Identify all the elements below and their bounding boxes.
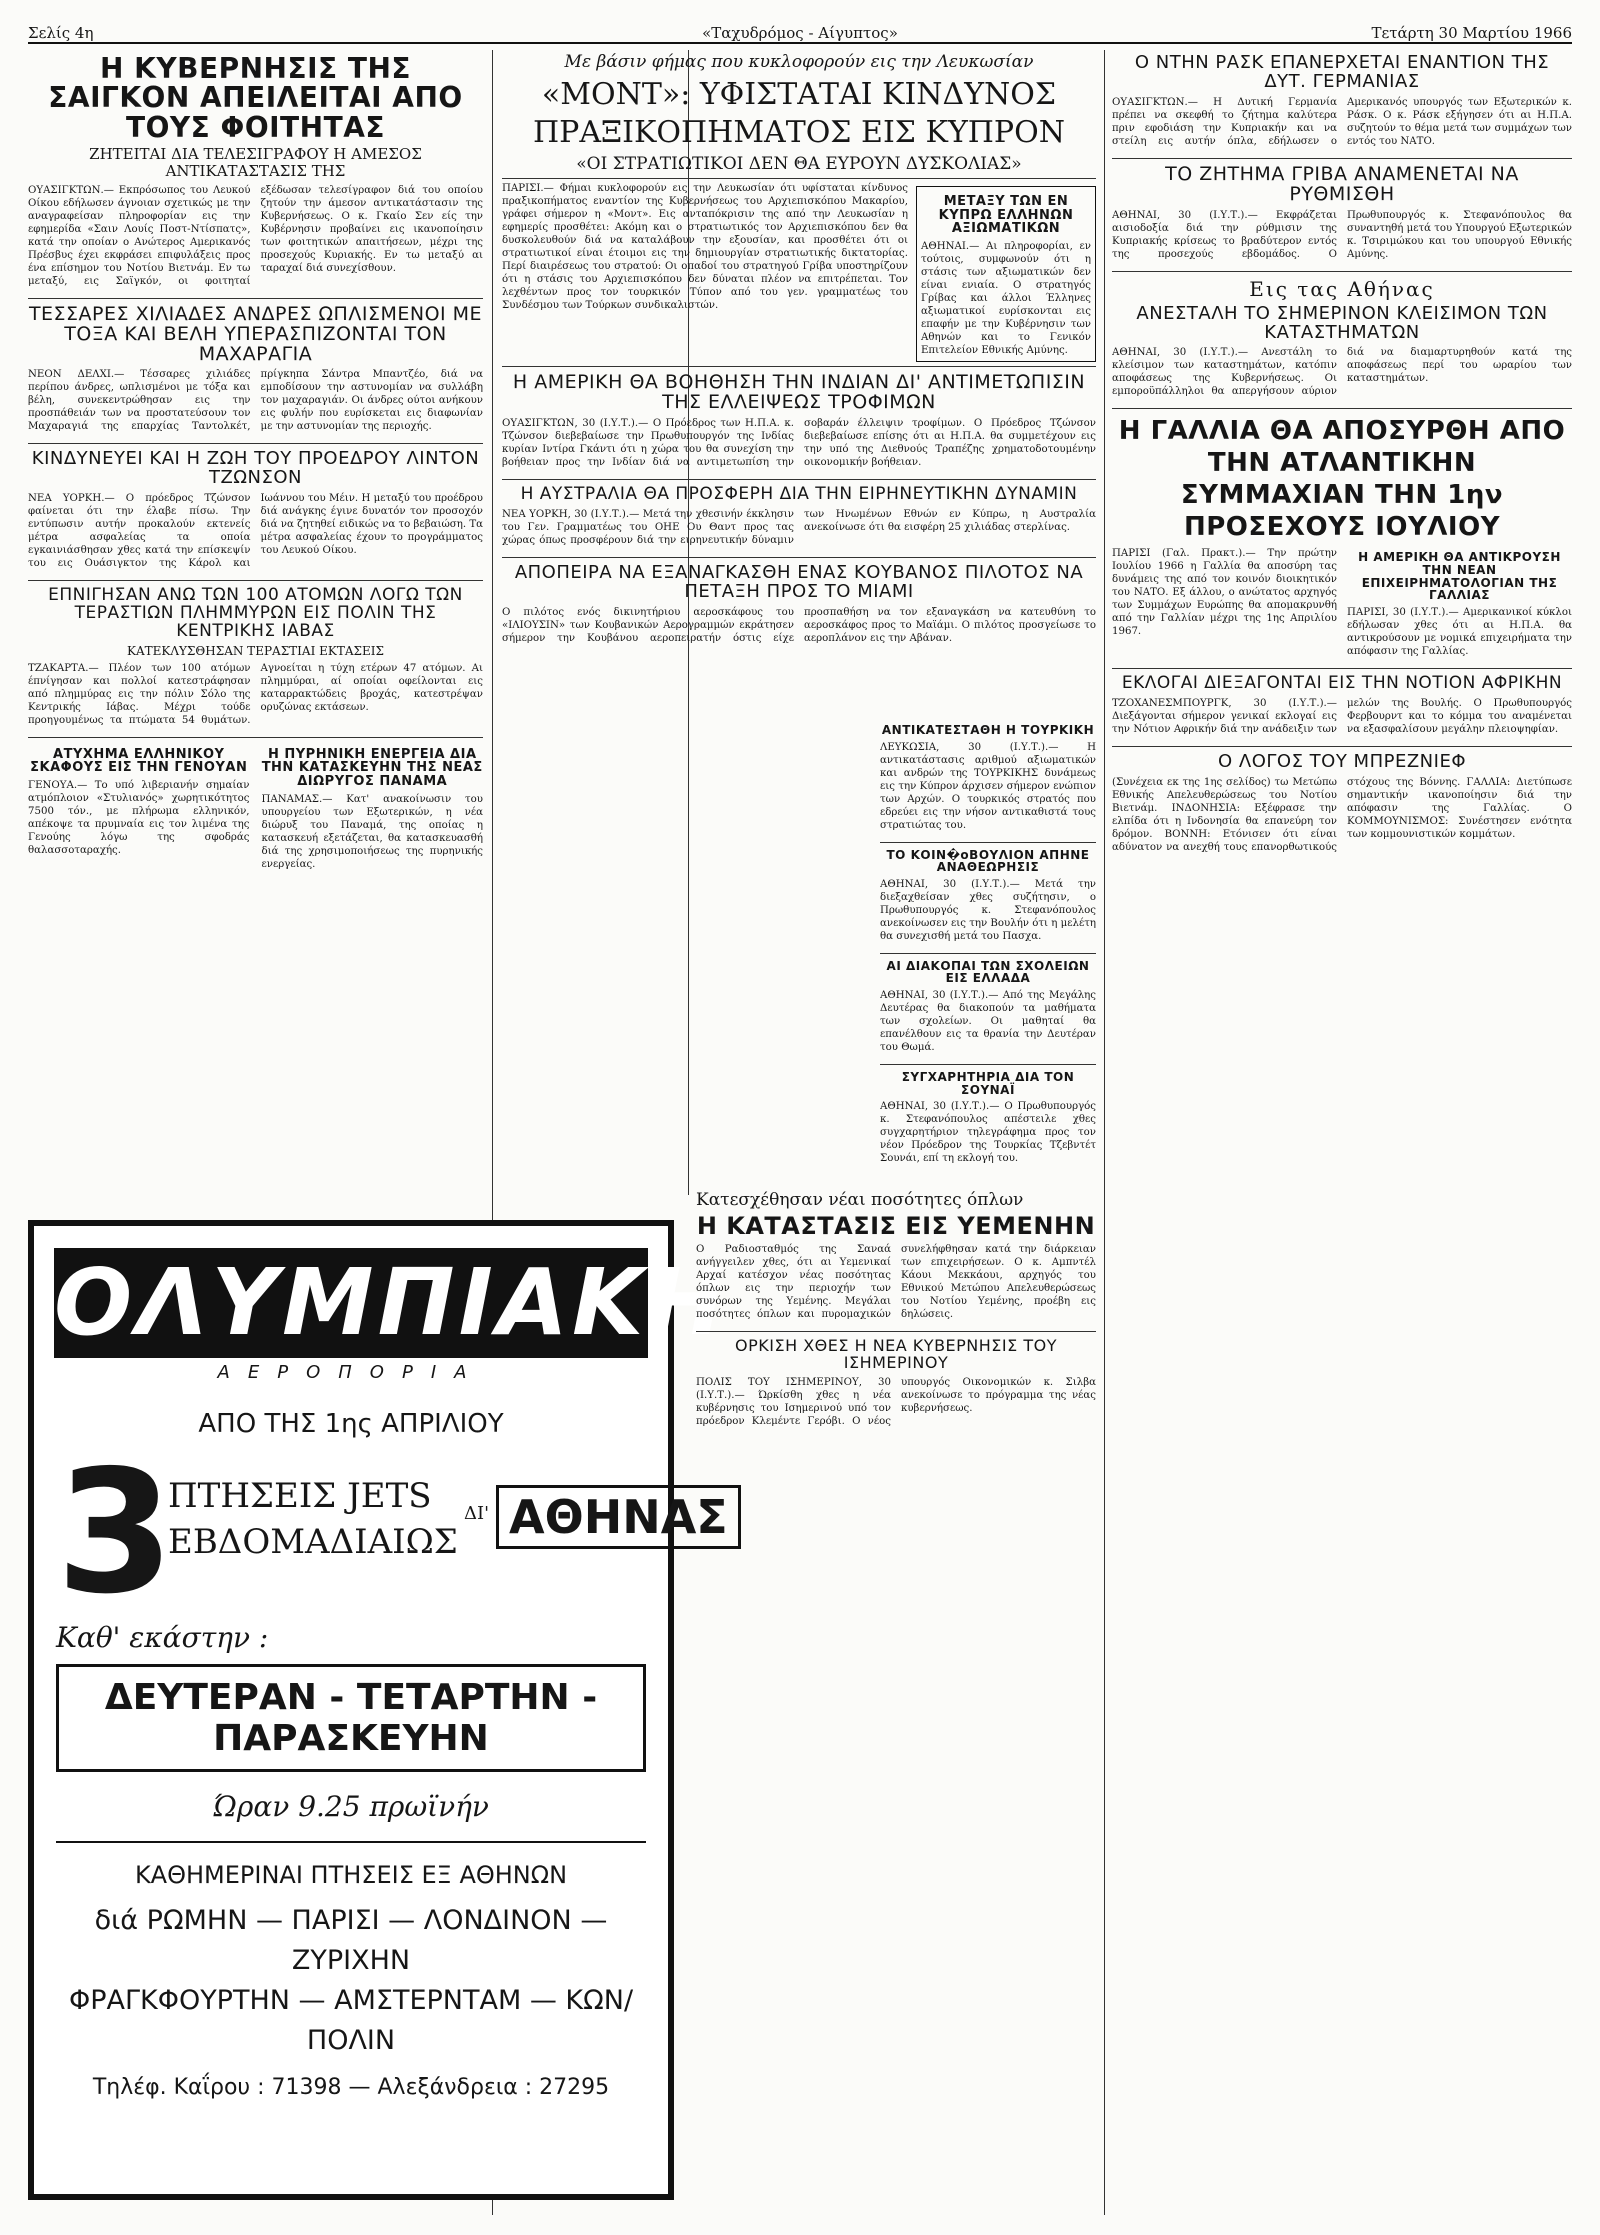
divider	[880, 1064, 1096, 1065]
box-body: ΑΘΗΝΑΙ.— Αι πληροφορίαι, εν τούτοις, συμφωνούν ότι η στάσις των αξιωματικών δεν είναι ενιαία. Ο στρατηγός Γρίβας και άλλοι Έλληνες αξιωματικοί ευρίσκονται εις επαφήν με την Κυβέρνησιν των Αθηνών και το Γενικόν Επιτελείον Εθνικής Αμύνης.	[921, 241, 1091, 357]
ad-divider	[56, 1841, 646, 1843]
small-articles-row	[28, 744, 483, 871]
headline: Η ΑΜΕΡΙΚΗ ΘΑ ΑΝΤΙΚΡΟΥΣΗ ΤΗΝ ΝΕΑΝ ΕΠΙΧΕΙΡΗΜΑΤΟΛΟΓΙΑΝ ΤΗΣ ΓΑΛΛΙΑΣ	[1358, 550, 1561, 603]
divider	[1112, 668, 1572, 669]
paper-title: «Ταχυδρόμος - Αίγυπτος»	[702, 24, 898, 42]
article-genoa	[28, 744, 250, 871]
sub-article-us-response	[1347, 547, 1572, 657]
ad-brand-logo: ΟΛΥΜΠΙΑΚΗ	[54, 1249, 729, 1356]
ad-number: 3	[56, 1434, 175, 1632]
divider	[502, 479, 1096, 480]
article-body: ΑΘΗΝΑΙ, 30 (Ι.Υ.Τ.).— Από της Μεγάλης Δευτέρας θα διακοπούν τα μαθήματα των σχολείων. Οι μαθηταί θα επανέλθουν εις τα θρανία την Δευτέραν του Θωμά.	[880, 989, 1096, 1053]
divider	[28, 298, 483, 299]
headline: ΤΟ ΚΟΙΝ�οΒΟΥΛΙΟΝ ΑΠΗΝΕ ΑΝΑΘΕΩΡΗΣΙΣ	[886, 847, 1090, 875]
subheadline: ΚΑΤΕΚΛΥΣΘΗΣΑΝ ΤΕΡΑΣΤΙΑΙ ΕΚΤΑΣΕΙΣ	[126, 643, 384, 658]
article-body: ΝΕΑ ΥΟΡΚΗ, 30 (Ι.Υ.Τ.).— Μετά την χθεσινήν έκκλησιν του Γεν. Γραμματέως του ΟΗΕ Ου Θαντ προς τας χώρας όπως προσφέρουν διά την ειρηνευτικήν δύναμιν των Ηνωμένων Εθνών εν Κύπρω, η Αυστραλία ανεκοίνωσε ότι θα εισφέρη 25 χιλιάδας στερλίνας.	[502, 508, 1096, 546]
kicker: Εις τας Αθήνας	[1249, 276, 1435, 301]
article-body: ΑΘΗΝΑΙ, 30 (Ι.Υ.Τ.).— Μετά την διεξαχθείσαν χθες συζήτησιν, ο Πρωθυπουργός κ. Στεφανόπουλος ανεκοίνωσεν εις την Βουλήν ότι η μελέτη θα συνεχισθή μετά του Πασχα.	[880, 878, 1096, 942]
article-body: ΟΥΑΣΙΓΚΤΩΝ.— Εκπρόσωπος του Λευκού Οίκου εδήλωσεν άγνοιαν σχετικώς με την αναγραφείσαν πληροφορίαν εις την εφημερίδα «Σαιν Λουίς Ποστ-Ντίσπατς», κατά την οποίαν ο Ανώτερος Αμερικανός Πρέσβυς έχει εκφράσει επιφυλάξεις προς ένα επίσημον του Νοτίου Βιετνάμ. Εν τω μεταξύ, εις Σαϊγκόν, οι φοιτηταί εξέδωσαν τελεσίγραφον διά του οποίου ζητούν την άμεσον αντικατάστασιν της Κυβερνήσεως. Ο κ. Γκαίο Σεν είς την Κυβέρνησιν προβαίνει εις ικανοποίησιν των φοιτητικών απαιτήσεων, μέχρι της προσεχούς Κυριακής. Εν τω μεταξύ αι ταραχαί διά συνεχίσθουν.	[28, 184, 483, 287]
column-center-lower	[696, 1190, 1096, 2215]
headline: ΑΝΕΣΤΑΛΗ ΤΟ ΣΗΜΕΡΙΝΟΝ ΚΛΕΙΣΙΜΟΝ ΤΩΝ ΚΑΤΑΣΤΗΜΑΤΩΝ	[1136, 302, 1548, 343]
headline: ΑΝΤΙΚΑΤΕΣΤΑΘΗ Η ΤΟΥΡΚΙΚΗ	[881, 723, 1095, 737]
article-body: ΓΕΝΟΥΑ.— Το υπό λιβεριανήν σημαίαν ατμόπλοιον «Στυλιανός» χωρητικότητος 7500 τόν., με πλήρωμα ελληνικόν, απέκοψε τα πρυμναία εις τον λιμένα της Γενούης λόγω της σφοδράς θαλασσοταραχής.	[28, 779, 250, 856]
headline: ΑΤΥΧΗΜΑ ΕΛΛΗΝΙΚΟΥ ΣΚΑΦΟΥΣ ΕΙΣ ΤΗΝ ΓΕΝΟΥΑΝ	[30, 746, 248, 776]
article-body: ΑΘΗΝΑΙ, 30 (Ι.Υ.Τ.).— Ανεστάλη το κλείσιμον των καταστημάτων, κατόπιν αποφάσεως της Κυβερνήσεως. Οι εμποροϋπάλληλοι θα απεργήσουν αύριον διά να διαμαρτυρηθούν κατά της αποφάσεως περί του ωραρίου των καταστημάτων.	[1112, 347, 1572, 398]
headline: ΚΙΝΔΥΝΕΥΕΙ ΚΑΙ Η ΖΩΗ ΤΟΥ ΠΡΟΕΔΡΟΥ ΛΙΝΤΟΝ ΤΖΩΝΣΟΝ	[31, 448, 480, 489]
article-body: ΝΕΑ ΥΟΡΚΗ.— Ο πρόεδρος Τζώνσον φαίνεται ότι την έλαβε πίσω. Την εντύπωσιν αυτήν προκαλούν εκτενείς μέτρα ασφαλείας τα οποία εγκαινιάσθησαν χθες κατά την επίσκεψίν του εις Ουάσιγκτον της Κάρολ και Ιωάννου του Μέιν. Η μεταξύ του προέδρου διά ανάγκης έγινε δυνατόν τον προσοχόν διά να ζητηθεί ειδικώς να το βεβαιώση. Τα μέτρα ασφαλείας έχουν το προγράμματος του Λευκού Οίκου.	[28, 493, 483, 570]
headline: Η ΚΥΒΕΡΝΗΣΙΣ ΤΗΣ ΣΑΙΓΚΟΝ ΑΠΕΙΛΕΙΤΑΙ ΑΠΟ ΤΟΥΣ ΦΟΙΤΗΤΑΣ	[48, 52, 463, 144]
lead-body: ΠΑΡΙΣΙ.— Φήμαι κυκλοφορούν εις την Λευκωσίαν ότι υφίσταται κίνδυνος πραξικοπήματος εναντίον της Κυβερνήσεως του Αρχιεπισκόπου Μακαρίου, γράφει σήμερον η «Μοντ». Εις ανταπόκρισιν της από την Λευκωσίαν η εφημερίς προσθέτει: Ακόμη και ο στρατιωτικός τον Αρχιεπισκόπου δεν θα δυσκολευθούν διά να καταλάβουν την εξουσίαν, και προσθέτει ότι οι στρατιωτικοί είναι έτοιμοι εις την δημιουργίαν στρατιωτικής δικτατορίας. Περί διαιρέσεως του στρατού: Οι οπαδοί του στρατηγού Γρίβα υποστηρίζουν ότι η στάσις του Αρχιεπισκόπου δεν δύναται πλέον να επιτρέπεται. Τον λεχθέντων προς τον τουρκικόν Τύπον από του γεν. γραμματέως του Συνδέσμου των Τούρκων συνδικαλιστών.	[502, 183, 908, 312]
ad-days: ΔΕΥΤΕΡΑΝ - ΤΕΤΑΡΤΗΝ - ΠΑΡΑΣΚΕΥΗΝ	[56, 1664, 646, 1772]
page-number: Σελίς 4η	[28, 24, 94, 42]
headline: ΟΡΚΙΣΗ ΧΘΕΣ Η ΝΕΑ ΚΥΒΕΡΝΗΣΙΣ ΤΟΥ ΙΣΗΜΕΡΙΝΟΥ	[735, 1336, 1057, 1372]
headline: Ο ΛΟΓΟΣ ΤΟΥ ΜΠΡΕΖΝΙΕΦ	[1218, 750, 1466, 772]
article-johnson	[28, 450, 483, 570]
ad-phone: Τηλέφ. Καΐρου : 71398 — Αλεξάνδρεια : 27295	[92, 2075, 610, 2100]
article-south-africa	[1112, 672, 1572, 736]
ad-cities-line: ΦΡΑΓΚΦΟΥΡΤΗΝ — ΑΜΣΤΕΡΝΤΑΜ — ΚΩΝ/ΠΟΛΙΝ	[68, 1985, 634, 2056]
divider	[502, 366, 1096, 367]
article-columns	[1112, 547, 1572, 657]
headline: Ο ΝΤΗΝ ΡΑΣΚ ΕΠΑΝΕΡΧΕΤΑΙ ΕΝΑΝΤΙΟΝ ΤΗΣ ΔΥΤ. ΓΕΡΜΑΝΙΑΣ	[1134, 52, 1550, 92]
headline: Η ΓΑΛΛΙΑ ΘΑ ΑΠΟΣΥΡΘΗ ΑΠΟ ΤΗΝ ΑΤΛΑΝΤΙΚΗΝ ΣΥΜΜΑΧΙΑΝ ΤΗΝ 1ην ΠΡΟΣΕΧΟΥΣ ΙΟΥΛΙΟΥ	[1118, 416, 1566, 543]
issue-date: Τετάρτη 30 Μαρτίου 1966	[1371, 24, 1572, 42]
headline: ΕΚΛΟΓΑΙ ΔΙΕΞΑΓΟΝΤΑΙ ΕΙΣ ΤΗΝ ΝΟΤΙΟΝ ΑΦΡΙΚΗΝ	[1121, 672, 1563, 693]
headline: ΤΟ ΖΗΤΗΜΑ ΓΡΙΒΑ ΑΝΑΜΕΝΕΤΑΙ ΝΑ ΡΥΘΜΙΣΘΗ	[1165, 162, 1519, 205]
article-body: ΟΥΑΣΙΓΚΤΩΝ, 30 (Ι.Υ.Τ.).— Ο Πρόεδρος των Η.Π.Α. κ. Τζώνσον διεβεβαίωσε την Πρωθυπουργόν της Ινδίας κυρίαν Ιντίρα Γκάντι ότι η χώρα του θα συνεχίση την βοήθειαν προς την Ινδίαν διά να αντιμετωπίση την σοβαράν έλλειψιν τροφίμων. Ο Πρόεδρος Τζώνσον διεβεβαίωσε επίσης ότι αι Η.Π.Α. θα συμμετέχουν εις την υπό της Διεθνούς Τραπέζης χρηματοδοτουμένην οικονομικήν βοήθειαν.	[502, 417, 1096, 468]
article-shops	[1112, 278, 1572, 399]
article-india-aid	[502, 373, 1096, 469]
article-body: ΑΘΗΝΑΙ, 30 (Ι.Υ.Τ.).— Ο Πρωθυπουργός κ. Στεφανόπουλος απέστειλε χθες συγχαρητήριον τηλεγράφημα προς τον νέον Πρόεδρον της Τουρκίας Τζεβντέτ Σουνάι, επί τη εκλογή του.	[880, 1101, 1096, 1165]
headline: Η ΚΑΤΑΣΤΑΣΙΣ ΕΙΣ ΥΕΜΕΝΗΝ	[696, 1212, 1096, 1240]
article-france-nato	[1112, 415, 1572, 657]
divider	[502, 557, 1096, 558]
divider	[28, 443, 483, 444]
ad-cities-line: διά ΡΩΜΗΝ — ΠΑΡΙΣΙ — ΛΟΝΔΙΝΟΝ — ΖΥΡΙΧΗΝ	[94, 1905, 608, 1976]
box-article	[916, 186, 1096, 362]
divider	[28, 737, 483, 738]
article-turkish-rotation	[880, 724, 1096, 832]
divider	[1112, 158, 1572, 159]
article-body: ΠΑΡΙΣΙ, 30 (Ι.Υ.Τ.).— Αμερικανικοί κύκλοι εδήλωσαν χθες ότι αι Η.Π.Α. θα αντικρούσουν με νομικά επιχειρήματα την απόφασιν της Γαλλίας.	[1347, 606, 1572, 657]
column-right	[1112, 50, 1572, 2215]
article-body: ΤΖΑΚΑΡΤΑ.— Πλέον των 100 ατόμων έπνίγησαν και πολλοί κατεστράφησαν από πλημμύρας εις την πόλιν Σόλο της Κεντρικής Ιάβας. Μέχρι τούδε προηγουμένως τα πτώματα 54 θυμάτων. Αγνοείται η τύχη ετέρων 47 ατόμων. Αι πλημμύραι, αί οποίαι οφείλονται εις καταρρακτώδεις βροχάς, κατεστρέψαν ορυζώνας εκτάσεων.	[28, 662, 483, 726]
article-school-holidays	[880, 960, 1096, 1054]
article-ecuador	[696, 1338, 1096, 1428]
headline: ΣΥΓΧΑΡΗΤΗΡΙΑ ΔΙΑ ΤΟΝ ΣΟΥΝΑΪ	[901, 1069, 1075, 1097]
article-maharaja	[28, 302, 483, 434]
article-brezhnev	[1112, 750, 1572, 854]
column-center-right	[880, 720, 1096, 1185]
article-body: ΝΕΟΝ ΔΕΛΧΙ.— Τέσσαρες χιλιάδες περίπου άνδρες, ωπλισμένοι με τόξα και βέλη, συνεκεντρώθησαν εις την προσπάθειάν των να προστατεύσουν τον Μαχαραγιά της επαρχίας Ταντολκέτ, πρίγκηπα Σάντρα Μπαντζέο, διά να εμποδίσουν την αστυνομίαν να συλλάβη τον μαχαραγιάν. Οι άνδρες ούτοι ανήκουν εις φυλήν που ευρίσκεται εις διαφωνίαν με την αστυνομίαν της περιοχής.	[28, 369, 483, 433]
divider	[1112, 746, 1572, 747]
article-grivas	[1112, 162, 1572, 261]
headline: ΑΙ ΔΙΑΚΟΠΑΙ ΤΩΝ ΣΧΟΛΕΙΩΝ ΕΙΣ ΕΛΛΑΔΑ	[886, 958, 1090, 986]
article-body: ΠΟΛΙΣ ΤΟΥ ΙΣΗΜΕΡΙΝΟΥ, 30 (Ι.Υ.Τ.).— Ώρκίσθη χθες η νέα κυβέρνησις του Ισημερινού υπό τον πρόεδρον Κλεμέντε Γερόβι. Ο νέος υπουργός Οικονομικών κ. Σιλβα ανεκοίνωσε το πρόγραμμα της νέας κυβερνήσεως.	[696, 1376, 1096, 1427]
ad-each-label: Καθ' εκάστην :	[56, 1621, 269, 1654]
article-cuban-pilot	[502, 561, 1096, 645]
ad-jets-line: ΠΤΗΣΕΙΣ JETS	[168, 1476, 432, 1516]
article-body: ΛΕΥΚΩΣΙΑ, 30 (Ι.Υ.Τ.).— Η αντικατάστασις αριθμού αξιωματικών και ανδρών της ΤΟΥΡΚΙΚΗΣ δυνάμεως εις την Κύπρον άρχισεν σήμερον ενώπιον των Αρχών. Ο τουρκικός στρατός που εδρεύει εις την νήσον αντικαθιστά τους στρατιώτας του.	[880, 741, 1096, 831]
ad-frequency	[56, 1434, 728, 1632]
divider	[1112, 271, 1572, 272]
divider	[696, 1331, 1096, 1332]
article-body: ΠΑΡΙΣΙ (Γαλ. Πρακτ.).— Την πρώτην Ιουλίου 1966 η Γαλλία θα αποσύρη τας δυνάμεις της από τον κοινόν διοικητικόν του ΝΑΤΟ. Εξ άλλου, ο ανώτατος αρχηγός των Συμμάχων Ευρώπης θα απομακρυνθή από την Γαλλίαν μέχρι της 1ης Απριλίου 1967.	[1112, 548, 1337, 638]
lead-headline: «ΜΟΝΤ»: ΥΦΙΣΤΑΤΑΙ ΚΙΝΔΥΝΟΣ ΠΡΑΞΙΚΟΠΗΜΑΤΟΣ ΕΙΣ ΚΥΠΡΟΝ	[533, 76, 1065, 150]
ad-destination: ΑΘΗΝΑΣ	[496, 1485, 741, 1549]
ad-jets-label	[168, 1473, 458, 1565]
article-panama	[262, 744, 484, 871]
article-yemen	[696, 1190, 1096, 1321]
headline: ΑΠΟΠΕΙΡΑ ΝΑ ΕΞΑΝΑΓΚΑΣΘΗ ΕΝΑΣ ΚΟΥΒΑΝΟΣ ΠΙΛΟΤΟΣ ΝΑ ΠΕΤΑΞΗ ΠΡΟΣ ΤΟ ΜΙΑΜΙ	[514, 561, 1084, 602]
ad-via: ΔΙ'	[464, 1503, 490, 1524]
box-headline: ΜΕΤΑΞΥ ΤΩΝ ΕΝ ΚΥΠΡΩ ΕΛΛΗΝΩΝ ΑΞΙΩΜΑΤΙΚΩΝ	[938, 194, 1074, 237]
headline: ΕΠΝΙΓΗΣΑΝ ΑΝΩ ΤΩΝ 100 ΑΤΟΜΩΝ ΛΟΓΩ ΤΩΝ ΤΕΡΑΣΤΙΩΝ ΠΛΗΜΜΥΡΩΝ ΕΙΣ ΠΟΛΙΝ ΤΗΣ ΚΕΝΤΡΙΚΗΣ ΙΑΒΑΣ	[48, 585, 463, 641]
column-divider	[1104, 50, 1105, 2215]
column-left	[28, 50, 483, 1205]
article-parliament	[880, 849, 1096, 943]
subheadline: ΖΗΤΕΙΤΑΙ ΔΙΑ ΤΕΛΕΣΙΓΡΑΦΟΥ Η ΑΜΕΣΟΣ ΑΝΤΙΚΑΤΑΣΤΑΣΙΣ ΤΗΣ	[89, 145, 422, 181]
ad-start-date: ΑΠΟ ΤΗΣ 1ης ΑΠΡΙΛΙΟΥ	[198, 1409, 504, 1439]
article-saigon	[28, 54, 483, 288]
article-body: ΤΖΟΧΑΝΕΣΜΠΟΥΡΓΚ, 30 (Ι.Υ.Τ.).— Διεξάγονται σήμερον γενικαί εκλογαί εις την Νότιον Αφρικήν διά την ανάδειξιν των μελών της Βουλής. Ο Πρωθυπουργός Φερβουρντ και το κόμμα του αναμένεται να εξασφαλίσουν μεγάλην πλειοψηφίαν.	[1112, 697, 1572, 735]
ad-brand-sub: ΑΕΡΟΠΟΡΙΑ	[217, 1362, 485, 1383]
article-java-floods	[28, 587, 483, 726]
article-body: ΟΥΑΣΙΓΚΤΩΝ.— Η Δυτική Γερμανία πρέπει να σκεφθή το ζήτημα καλύτερα πριν εφοδιάση την Κυπριακήν και να στείλη εις αυτήν όπλα, εδήλωσεν ο Αμερικανός υπουργός των Εξωτερικών κ. Ράσκ. Ο κ. Ράσκ εξήγησεν ότι αι Η.Π.Α. συζητούν το θέμα μετά των συμμάχων των εντός του ΝΑΤΟ.	[1112, 96, 1572, 147]
article-body: ΑΘΗΝΑΙ, 30 (Ι.Υ.Τ.).— Εκφράζεται αισιοδοξία διά την ρύθμισιν της Κυπριακής κρίσεως το βραδύτερον εντός της προσεχούς εβδομάδος. Ο Πρωθυπουργός κ. Στεφανόπουλος θα συναντηθή μετά του Υπουργού Εξωτερικών κ. Τσιριμώκου και του υπουργού Εθνικής Αμύνης.	[1112, 209, 1572, 260]
headline: Η ΑΜΕΡΙΚΗ ΘΑ ΒΟΗΘΗΣΗ ΤΗΝ ΙΝΔΙΑΝ ΔΙ' ΑΝΤΙΜΕΤΩΠΙΣΙΝ ΤΗΣ ΕΛΛΕΙΨΕΩΣ ΤΡΟΦΙΜΩΝ	[512, 371, 1086, 413]
headline: Η ΠΥΡΗΝΙΚΗ ΕΝΕΡΓΕΙΑ ΔΙΑ ΤΗΝ ΚΑΤΑΣΚΕΥΗΝ ΤΗΣ ΝΕΑΣ ΔΙΩΡΥΓΟΣ ΠΑΝΑΜΑ	[261, 746, 483, 789]
ad-time: Ώραν 9.25 πρωϊνήν	[213, 1790, 489, 1823]
article-body: Ο Ραδιοσταθμός της Σαναά ανήγγειλεν χθες, ότι αι Υεμενικαί Αρχαί κατέσχον νέας ποσότητας όπλων εις την περιοχήν των συνόρων της Υεμένης. Μεγάλαι ποσότητες όπλων και πυρομαχικών συνελήφθησαν κατά την διάρκειαν των επιχειρήσεων. Ο κ. Αμπντέλ Κάουι Μεκκάουι, αρχηγός του Εθνικού Μετώπου Απελευθερώσεως του Νοτίου Υεμένης, προέβη εις δηλώσεις.	[696, 1244, 1096, 1321]
ad-weekly-line: ΕΒΔΟΜΑΔΙΑΙΩΣ	[168, 1522, 458, 1562]
article-body: Ο πιλότος ενός δικινητήριου αεροσκάφους του «ΙΛΙΟΥΣΙΝ» των Κουβανικών Αερογραμμών εκράτησεν σήμερον την Κουβάνου αεροπειρατήν όστις είχε προσπαθήση να τον εξαναγκάση να κατευθύνη το αεροσκάφος προς το Μαϊάμι. Ο πιλότος προσγείωσε το αεροπλάνον εις την Αβάναν.	[502, 606, 1096, 644]
divider	[880, 842, 1096, 843]
lead-subheadline: «ΟΙ ΣΤΡΑΤΙΩΤΙΚΟΙ ΔΕΝ ΘΑ ΕΥΡΟΥΝ ΔΥΣΚΟΛΙΑΣ»	[502, 155, 1096, 180]
headline: Η ΑΥΣΤΡΑΛΙΑ ΘΑ ΠΡΟΣΦΕΡΗ ΔΙΑ ΤΗΝ ΕΙΡΗΝΕΥΤΙΚΗΝ ΔΥΝΑΜΙΝ	[520, 483, 1078, 504]
article-sunay	[880, 1071, 1096, 1165]
article-body: ΠΑΝΑΜΑΣ.— Κατ' ανακοίνωσιν του υπουργείου των Εξωτερικών, η νέα διώρυξ του Παναμά, της οποίας η κατασκευή εξετάζεται, θα κατασκευασθή διά της χρησιμοποιήσεως της πυρηνικής ενεργείας.	[261, 793, 483, 870]
headline: ΤΕΣΣΑΡΕΣ ΧΙΛΙΑΔΕΣ ΑΝΔΡΕΣ ΩΠΛΙΣΜΕΝΟΙ ΜΕ ΤΟΞΑ ΚΑΙ ΒΕΛΗ ΥΠΕΡΑΣΠΙΖΟΝΤΑΙ ΤΟΝ ΜΑΧΑΡΑΓΙΑ	[28, 302, 483, 365]
olympic-airways-ad	[28, 1220, 729, 2200]
kicker: Κατεσχέθησαν νέαι ποσότητες όπλων	[696, 1190, 1024, 1210]
lead-article	[502, 182, 1096, 357]
article-body: (Συνέχεια εκ της 1ης σελίδος) τω Μετώπω Εθνικής Απελευθερώσεως του Νοτίου Βιετνάμ. ΙΝΔΟΝΗΣΙΑ: Εξέφρασε την ελπίδα ότι η Ινδονησία θα επανεύρη τον δρόμον. ΒΟΝΝΗ: Ετόνισεν ότι είναι αδύνατον να ανεχθή τους επανορθωτικούς στόχους της Βόννης. ΓΑΛΛΙΑ: Διετύπωσε σημαντικήν ικανοποίησιν διά την απόφασιν της Γαλλίας. Ο ΚΟΜΜΟΥΝΙΣΜΟΣ: Συνέστησεν ενότητα των κομμουνιστικών κομμάτων.	[1112, 776, 1572, 853]
divider	[28, 580, 483, 581]
header-rule	[28, 42, 1572, 44]
article-australia	[502, 483, 1096, 547]
article-rusk	[1112, 54, 1572, 148]
kicker: Με βάσιν φήμας που κυκλοφορούν εις την Λευκωσίαν	[564, 52, 1034, 72]
divider	[880, 953, 1096, 954]
ad-daily-flights: ΚΑΘΗΜΕΡΙΝΑΙ ΠΤΗΣΕΙΣ ΕΞ ΑΘΗΝΩΝ	[134, 1861, 568, 1889]
ad-cities	[34, 1901, 668, 2061]
divider	[1112, 408, 1572, 409]
